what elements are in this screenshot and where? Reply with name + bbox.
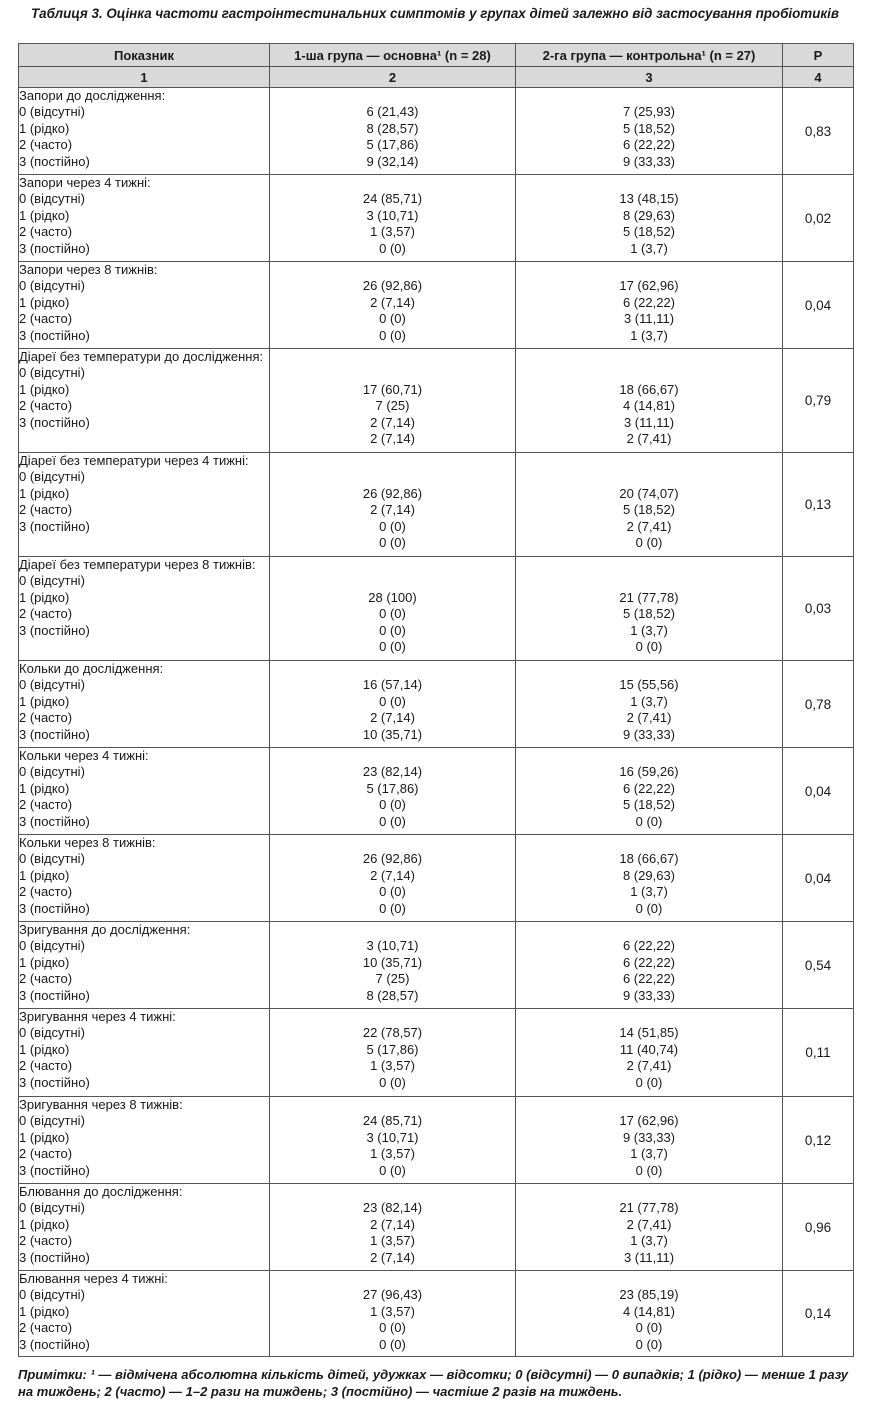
group-2-cell <box>516 88 783 175</box>
table-row <box>19 1184 854 1271</box>
value: 2 (7,14) <box>370 867 415 883</box>
indicator-title: Блювання через 4 тижні: <box>19 1271 168 1286</box>
value: 28 (100) <box>368 589 417 605</box>
level-label: 2 (часто) <box>19 606 73 622</box>
value: 10 (35,71) <box>362 954 423 970</box>
value: 2 (7,41) <box>626 518 672 534</box>
indicator-cell <box>19 748 270 835</box>
value: 0 (0) <box>635 900 663 916</box>
level-label: 0 (відсутні) <box>19 1025 85 1041</box>
group-2-cell <box>516 349 783 453</box>
group-2-cell <box>516 557 783 661</box>
p-value: 0,13 <box>783 453 854 557</box>
p-value: 0,54 <box>783 922 854 1009</box>
level-label: 3 (постійно) <box>19 518 90 534</box>
level-label: 1 (рідко) <box>19 207 70 223</box>
value: 0 (0) <box>379 518 406 534</box>
value: 14 (51,85) <box>619 1025 679 1041</box>
level-label: 3 (постійно) <box>19 1249 90 1265</box>
group-1-cell <box>270 835 516 922</box>
spacer <box>270 835 515 851</box>
value: 2 (7,14) <box>370 502 415 518</box>
group-2-cell <box>516 262 783 349</box>
group-2-cell <box>516 748 783 835</box>
p-value: 0,04 <box>783 835 854 922</box>
value: 8 (29,63) <box>622 867 676 883</box>
column-number: 1 <box>19 67 270 88</box>
level-label: 3 (постійно) <box>19 414 90 430</box>
table-note: Примітки: ¹ — відмічена абсолютна кількість дітей, удужках — відсотки; 0 (відсутні) — 0 випадків; 1 (рідко) — менше 1 разу на тиждень; 2 (часто) — 1–2 рази на тиждень; 3 (постійно) — частіше 2 разів на тиждень. <box>18 1367 848 1399</box>
value: 0 (0) <box>635 1336 663 1352</box>
group-2-cell <box>516 835 783 922</box>
group-1-cell <box>270 175 516 262</box>
value: 16 (59,26) <box>619 764 679 780</box>
level-label: 0 (відсутні) <box>19 1200 85 1216</box>
indicator-cell <box>19 1271 270 1357</box>
value: 27 (96,43) <box>362 1287 423 1303</box>
value: 9 (33,33) <box>622 153 676 169</box>
group-1-cell <box>270 262 516 349</box>
value: 9 (33,33) <box>622 1129 676 1145</box>
level-label: 2 (часто) <box>19 137 73 153</box>
value: 3 (11,11) <box>623 414 675 430</box>
spacer <box>270 1271 515 1287</box>
spacer <box>516 1097 782 1113</box>
value: 3 (10,71) <box>366 207 419 223</box>
spacer <box>270 1184 515 1200</box>
table-row <box>19 661 854 748</box>
table-row <box>19 349 854 453</box>
indicator-title: Зригування до дослідження: <box>19 922 191 937</box>
value: 0 (0) <box>379 813 406 829</box>
value: 9 (33,33) <box>622 726 676 742</box>
level-label: 2 (часто) <box>19 224 73 240</box>
p-value: 0,04 <box>783 748 854 835</box>
level-label: 2 (часто) <box>19 1146 73 1162</box>
value: 0 (0) <box>635 1074 663 1090</box>
level-label: 3 (постійно) <box>19 622 90 638</box>
table-body <box>19 88 854 1357</box>
group-2-cell <box>516 1097 783 1184</box>
level-label: 3 (постійно) <box>19 153 90 169</box>
value: 16 (57,14) <box>362 677 423 693</box>
value: 2 (7,14) <box>370 710 415 726</box>
value: 3 (11,11) <box>623 1249 675 1265</box>
indicator-cell <box>19 557 270 661</box>
table-row <box>19 262 854 349</box>
value: 4 (14,81) <box>622 1303 676 1319</box>
table-row <box>19 1097 854 1184</box>
value: 23 (82,14) <box>362 764 423 780</box>
indicator-title: Кольки через 4 тижні: <box>19 748 149 763</box>
indicator-title: Зригування через 8 тижнів: <box>19 1097 183 1112</box>
value: 3 (10,71) <box>366 1129 419 1145</box>
header-indicator: Показник <box>19 44 270 67</box>
symptoms-table <box>18 43 854 1357</box>
level-label: 3 (постійно) <box>19 813 90 829</box>
indicator-cell <box>19 349 270 453</box>
p-value: 0,04 <box>783 262 854 349</box>
level-label: 1 (рідко) <box>19 1216 70 1232</box>
p-value: 0,12 <box>783 1097 854 1184</box>
group-2-cell <box>516 661 783 748</box>
table-row <box>19 1271 854 1357</box>
level-label: 0 (відсутні) <box>19 104 85 120</box>
value: 0 (0) <box>379 622 406 638</box>
value: 1 (3,57) <box>370 1233 415 1249</box>
value: 6 (22,22) <box>622 938 676 954</box>
level-label: 2 (часто) <box>19 398 73 414</box>
value: 1 (3,7) <box>630 693 668 709</box>
level-label: 3 (постійно) <box>19 327 90 343</box>
header-group-2: 2-га група — контрольна¹ (n = 27) <box>516 44 783 67</box>
value: 0 (0) <box>379 1162 406 1178</box>
indicator-cell <box>19 922 270 1009</box>
level-label: 2 (часто) <box>19 1233 73 1249</box>
level-label: 3 (постійно) <box>19 1074 90 1090</box>
value: 1 (3,7) <box>630 1233 668 1249</box>
spacer <box>516 1271 782 1287</box>
value: 11 (40,74) <box>619 1041 679 1057</box>
value: 0 (0) <box>379 606 406 622</box>
table-row <box>19 88 854 175</box>
group-2-cell <box>516 1271 783 1357</box>
value: 17 (60,71) <box>362 381 423 397</box>
value: 22 (78,57) <box>362 1025 423 1041</box>
spacer <box>516 175 782 191</box>
level-label: 0 (відсутні) <box>19 677 85 693</box>
level-label: 0 (відсутні) <box>19 573 85 589</box>
value: 1 (3,57) <box>370 1058 415 1074</box>
group-1-cell <box>270 349 516 453</box>
table-row <box>19 557 854 661</box>
group-1-cell <box>270 1271 516 1357</box>
group-2-cell <box>516 453 783 557</box>
column-number: 2 <box>270 67 516 88</box>
table-row <box>19 835 854 922</box>
value: 3 (11,11) <box>623 311 675 327</box>
column-number-row <box>19 67 854 88</box>
value: 10 (35,71) <box>362 726 423 742</box>
level-label: 0 (відсутні) <box>19 365 85 381</box>
spacer <box>270 349 515 382</box>
group-2-cell <box>516 1184 783 1271</box>
indicator-title: Кольки до дослідження: <box>19 661 164 676</box>
group-1-cell <box>270 1184 516 1271</box>
value: 6 (22,22) <box>622 294 676 310</box>
value: 0 (0) <box>379 693 406 709</box>
level-label: 0 (відсутні) <box>19 938 85 954</box>
value: 5 (18,52) <box>622 502 676 518</box>
indicator-title: Запори через 8 тижнів: <box>19 262 158 277</box>
level-label: 1 (рідко) <box>19 1041 70 1057</box>
spacer <box>270 661 515 677</box>
level-label: 1 (рідко) <box>19 867 70 883</box>
level-label: 0 (відсутні) <box>19 764 85 780</box>
level-label: 1 (рідко) <box>19 485 70 501</box>
value: 0 (0) <box>379 534 406 550</box>
value: 0 (0) <box>379 311 406 327</box>
value: 1 (3,57) <box>370 1146 415 1162</box>
level-label: 2 (часто) <box>19 502 73 518</box>
indicator-cell <box>19 1009 270 1097</box>
indicator-cell <box>19 175 270 262</box>
level-label: 0 (відсутні) <box>19 851 85 867</box>
level-label: 2 (часто) <box>19 884 73 900</box>
value: 21 (77,78) <box>619 589 679 605</box>
value: 2 (7,41) <box>626 430 672 446</box>
value: 5 (17,86) <box>366 1041 419 1057</box>
group-2-cell <box>516 175 783 262</box>
group-1-cell <box>270 1097 516 1184</box>
value: 0 (0) <box>379 327 406 343</box>
spacer <box>516 748 782 764</box>
spacer <box>516 557 782 590</box>
indicator-title: Блювання до дослідження: <box>19 1184 183 1199</box>
value: 17 (62,96) <box>619 1113 679 1129</box>
spacer <box>270 748 515 764</box>
value: 5 (18,52) <box>622 224 676 240</box>
indicator-cell <box>19 453 270 557</box>
level-label: 1 (рідко) <box>19 693 70 709</box>
value: 7 (25) <box>375 971 410 987</box>
value: 5 (17,86) <box>366 137 419 153</box>
value: 0 (0) <box>379 240 406 256</box>
value: 3 (10,71) <box>366 938 419 954</box>
value: 1 (3,7) <box>630 1146 668 1162</box>
level-label: 0 (відсутні) <box>19 278 85 294</box>
level-label: 1 (рідко) <box>19 1129 70 1145</box>
value: 23 (85,19) <box>619 1287 679 1303</box>
value: 9 (33,33) <box>622 987 676 1003</box>
value: 6 (22,22) <box>622 780 676 796</box>
spacer <box>516 88 782 104</box>
spacer <box>270 922 515 938</box>
level-label: 0 (відсутні) <box>19 191 85 207</box>
p-value: 0,11 <box>783 1009 854 1097</box>
level-label: 1 (рідко) <box>19 954 70 970</box>
value: 4 (14,81) <box>622 398 676 414</box>
level-label: 1 (рідко) <box>19 780 70 796</box>
spacer <box>516 1184 782 1200</box>
value: 5 (18,52) <box>622 606 676 622</box>
level-label: 2 (часто) <box>19 1058 73 1074</box>
group-1-cell <box>270 748 516 835</box>
value: 23 (82,14) <box>362 1200 423 1216</box>
header-p: P <box>783 44 854 67</box>
value: 0 (0) <box>379 900 406 916</box>
group-1-cell <box>270 1009 516 1097</box>
value: 2 (7,41) <box>626 1058 672 1074</box>
indicator-title: Діареї без температури через 4 тижні: <box>19 453 249 468</box>
p-value: 0,96 <box>783 1184 854 1271</box>
level-label: 3 (постійно) <box>19 900 90 916</box>
value: 5 (18,52) <box>622 120 676 136</box>
indicator-title: Діареї без температури через 8 тижнів: <box>19 557 256 572</box>
value: 8 (28,57) <box>366 987 419 1003</box>
value: 8 (29,63) <box>622 207 676 223</box>
value: 9 (32,14) <box>366 153 419 169</box>
value: 8 (28,57) <box>366 120 419 136</box>
value: 6 (22,22) <box>622 971 676 987</box>
indicator-cell <box>19 88 270 175</box>
value: 2 (7,41) <box>626 710 672 726</box>
group-1-cell <box>270 661 516 748</box>
value: 5 (18,52) <box>622 797 676 813</box>
level-label: 1 (рідко) <box>19 589 70 605</box>
spacer <box>516 661 782 677</box>
value: 26 (92,86) <box>362 851 423 867</box>
p-value: 0,02 <box>783 175 854 262</box>
spacer <box>516 922 782 938</box>
spacer <box>270 453 515 486</box>
value: 1 (3,7) <box>630 327 668 343</box>
group-1-cell <box>270 557 516 661</box>
indicator-cell <box>19 1097 270 1184</box>
table-row <box>19 748 854 835</box>
table-caption: Таблиця 3. Оцінка частоти гастроінтестинальних симптомів у групах дітей залежно від застосування пробіотиків <box>31 6 839 21</box>
level-label: 3 (постійно) <box>19 1162 90 1178</box>
spacer <box>516 262 782 278</box>
p-value: 0,79 <box>783 349 854 453</box>
level-label: 3 (постійно) <box>19 987 90 1003</box>
value: 6 (22,22) <box>622 954 676 970</box>
indicator-cell <box>19 262 270 349</box>
value: 1 (3,7) <box>630 884 668 900</box>
value: 26 (92,86) <box>362 278 423 294</box>
level-label: 1 (рідко) <box>19 381 70 397</box>
level-label: 0 (відсутні) <box>19 469 85 485</box>
value: 7 (25,93) <box>622 104 676 120</box>
value: 2 (7,14) <box>370 414 415 430</box>
level-label: 2 (часто) <box>19 971 73 987</box>
value: 0 (0) <box>379 797 406 813</box>
spacer <box>270 88 515 104</box>
value: 0 (0) <box>379 884 406 900</box>
value: 2 (7,14) <box>370 1249 415 1265</box>
value: 0 (0) <box>379 1336 406 1352</box>
level-label: 1 (рідко) <box>19 294 70 310</box>
group-2-cell <box>516 1009 783 1097</box>
table-row <box>19 1009 854 1097</box>
value: 0 (0) <box>635 1162 663 1178</box>
indicator-cell <box>19 661 270 748</box>
value: 0 (0) <box>379 1074 406 1090</box>
group-1-cell <box>270 922 516 1009</box>
value: 6 (22,22) <box>622 137 676 153</box>
indicator-title: Запори до дослідження: <box>19 88 166 103</box>
value: 20 (74,07) <box>619 485 679 501</box>
indicator-title: Діареї без температури до дослідження: <box>19 349 264 364</box>
value: 2 (7,14) <box>370 1216 415 1232</box>
group-2-cell <box>516 922 783 1009</box>
spacer <box>270 1097 515 1113</box>
indicator-title: Запори через 4 тижні: <box>19 175 151 190</box>
level-label: 3 (постійно) <box>19 1336 90 1352</box>
value: 1 (3,7) <box>630 622 668 638</box>
p-value: 0,14 <box>783 1271 854 1357</box>
level-label: 3 (постійно) <box>19 240 90 256</box>
value: 1 (3,57) <box>370 224 415 240</box>
group-1-cell <box>270 453 516 557</box>
value: 5 (17,86) <box>366 780 419 796</box>
value: 26 (92,86) <box>362 485 423 501</box>
spacer <box>270 262 515 278</box>
table-row <box>19 175 854 262</box>
level-label: 0 (відсутні) <box>19 1287 85 1303</box>
value: 6 (21,43) <box>366 104 419 120</box>
value: 17 (62,96) <box>619 278 679 294</box>
spacer <box>270 1009 515 1025</box>
value: 2 (7,41) <box>626 1216 672 1232</box>
value: 18 (66,67) <box>619 851 679 867</box>
table-row <box>19 922 854 1009</box>
column-number: 4 <box>783 67 854 88</box>
group-1-cell <box>270 88 516 175</box>
indicator-title: Кольки через 8 тижнів: <box>19 835 156 850</box>
value: 0 (0) <box>379 1320 406 1336</box>
value: 24 (85,71) <box>362 1113 423 1129</box>
spacer <box>516 349 782 382</box>
indicator-cell <box>19 1184 270 1271</box>
value: 0 (0) <box>635 638 663 654</box>
p-value: 0,83 <box>783 88 854 175</box>
level-label: 0 (відсутні) <box>19 1113 85 1129</box>
level-label: 2 (часто) <box>19 1320 73 1336</box>
p-value: 0,78 <box>783 661 854 748</box>
value: 18 (66,67) <box>619 381 679 397</box>
spacer <box>270 557 515 590</box>
level-label: 2 (часто) <box>19 311 73 327</box>
spacer <box>516 1009 782 1025</box>
value: 13 (48,15) <box>619 191 679 207</box>
value: 15 (55,56) <box>619 677 679 693</box>
value: 2 (7,14) <box>370 430 415 446</box>
value: 0 (0) <box>635 813 663 829</box>
spacer <box>516 453 782 486</box>
value: 24 (85,71) <box>362 191 423 207</box>
value: 1 (3,57) <box>370 1303 415 1319</box>
value: 0 (0) <box>635 534 663 550</box>
p-value: 0,03 <box>783 557 854 661</box>
value: 21 (77,78) <box>619 1200 679 1216</box>
spacer <box>516 835 782 851</box>
level-label: 2 (часто) <box>19 797 73 813</box>
value: 0 (0) <box>635 1320 663 1336</box>
header-row <box>19 44 854 67</box>
column-number: 3 <box>516 67 783 88</box>
value: 7 (25) <box>375 398 410 414</box>
indicator-title: Зригування через 4 тижні: <box>19 1009 176 1024</box>
level-label: 2 (часто) <box>19 710 73 726</box>
spacer <box>270 175 515 191</box>
table-row <box>19 453 854 557</box>
indicator-cell <box>19 835 270 922</box>
value: 0 (0) <box>379 638 406 654</box>
value: 2 (7,14) <box>370 294 415 310</box>
level-label: 1 (рідко) <box>19 1303 70 1319</box>
level-label: 1 (рідко) <box>19 120 70 136</box>
value: 1 (3,7) <box>630 240 668 256</box>
level-label: 3 (постійно) <box>19 726 90 742</box>
header-group-1: 1-ша група — основна¹ (n = 28) <box>270 44 516 67</box>
